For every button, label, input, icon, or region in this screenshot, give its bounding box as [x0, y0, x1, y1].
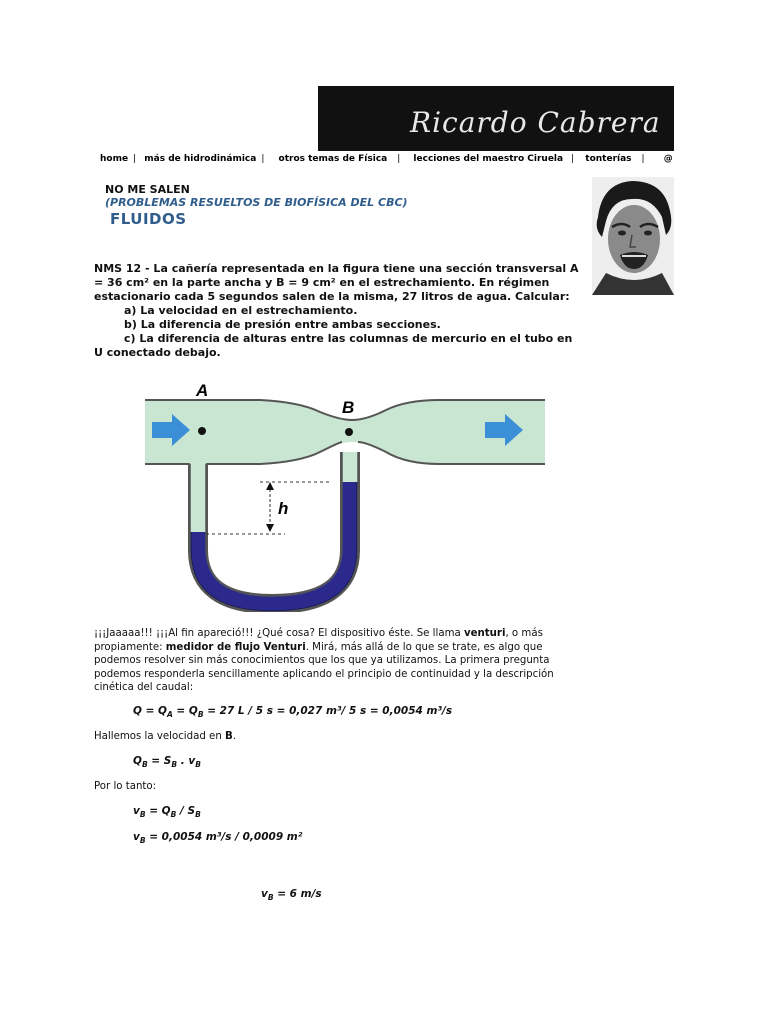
- label-h: h: [278, 499, 289, 518]
- topic-title: FLUIDOS: [110, 210, 187, 228]
- equation-caudal: $Q = Q_A = Q_B = 27$ L / 5 s = 0,027 m³/ 5 s = 0,0054 m³/s: [133, 705, 453, 720]
- nav-tonterias[interactable]: tonterías: [585, 154, 632, 164]
- nav-email[interactable]: @: [663, 154, 673, 164]
- explanation-paragraph: ¡¡¡Jaaaaa!!! ¡¡¡Al fin apareció!!! ¿Qué cosa? El dispositivo éste. Se llama venturi, o más propiamente: medidor de flujo Venturi. Mirá, más allá de lo que se trate, es algo que podemos resolver sin más conocimientos que los que ya utilizamos. La primera pregunta podemos responderla sencillamente aplicando el principio de continuidad y la descripción cinética del caudal:: [94, 628, 554, 694]
- equation-vb-formula: $v_B = Q_B / S_B$: [133, 805, 201, 820]
- section-title: NO ME SALEN: [105, 183, 190, 196]
- venturi-diagram: [140, 372, 550, 612]
- problem-statement: [94, 262, 584, 360]
- equation-qb: $Q_B = S_B$ . $v_B$: [133, 755, 201, 770]
- portrait-icon: [592, 177, 674, 295]
- problem-part-c: c) La diferencia de alturas entre las columnas de mercurio en el tubo en U conectado debajo.: [94, 332, 573, 359]
- velocity-intro: Hallemos la velocidad en B.: [94, 731, 237, 742]
- top-nav: home | más de hidrodinámica | otros temas de Física | lecciones del maestro Ciruela | tonterías | @: [100, 154, 673, 164]
- problem-part-a: a) La velocidad en el estrechamiento.: [124, 304, 358, 317]
- therefore-text: Por lo tanto:: [94, 781, 157, 792]
- label-b: B: [342, 398, 355, 417]
- banner-logo-text: Ricardo Cabrera: [410, 106, 661, 139]
- site-banner[interactable]: [318, 86, 674, 151]
- section-subtitle: (PROBLEMAS RESUELTOS DE BIOFÍSICA DEL CBC): [105, 196, 408, 209]
- nav-hidrodinamica[interactable]: más de hidrodinámica: [144, 154, 257, 164]
- nav-home[interactable]: home: [100, 154, 129, 164]
- venturi-figure: [140, 372, 550, 612]
- nav-otros-temas[interactable]: otros temas de Física: [278, 154, 388, 164]
- nav-lecciones[interactable]: lecciones del maestro Ciruela: [413, 154, 564, 164]
- portrait-photo: [592, 177, 674, 295]
- equation-vb-result: $v_B = 6$ m/s: [261, 888, 322, 903]
- label-a: A: [196, 381, 209, 400]
- equation-vb-values: $v_B = 0,0054$ m³/s / 0,0009 m²: [133, 831, 303, 846]
- problem-part-b: b) La diferencia de presión entre ambas secciones.: [124, 318, 441, 331]
- problem-intro: NMS 12 - La cañería representada en la figura tiene una sección transversal A = 36 cm² en la parte ancha y B = 9 cm² en el estrechamiento. En régimen estacionario cada 5 segundos salen de la misma, 27 litros de agua. Calcular:: [94, 262, 579, 303]
